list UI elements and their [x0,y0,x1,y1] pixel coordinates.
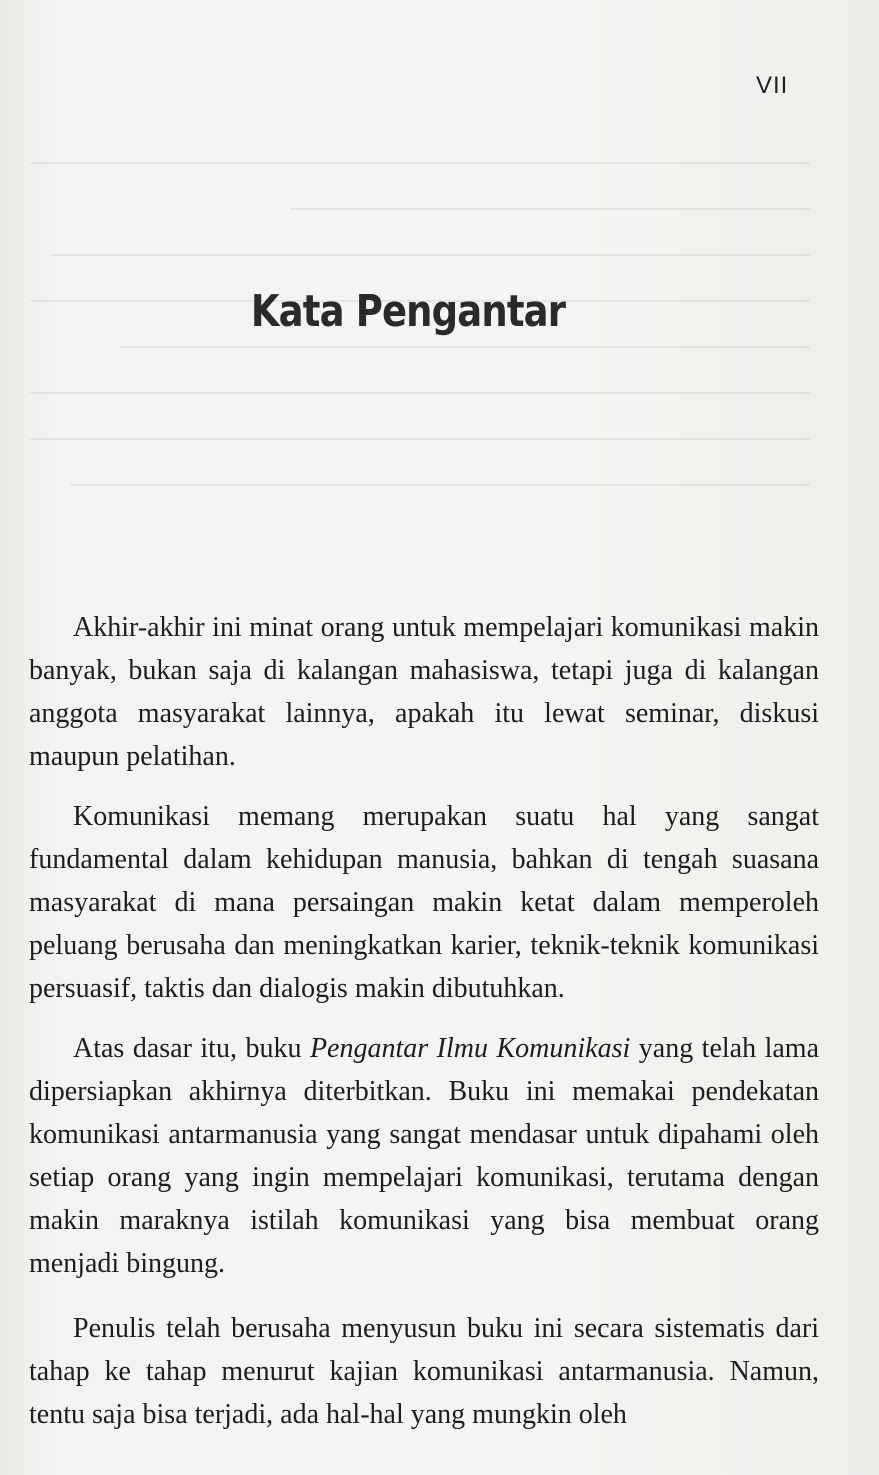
paragraph-3-before: Atas dasar itu, buku [73,1033,310,1064]
paragraph-1: Akhir-akhir ini minat orang untuk mempelajari komunikasi makin banyak, bukan saja di kalangan mahasiswa, tetapi juga di kalangan anggota masyarakat lainnya, apakah itu lewat seminar, diskusi maupun pelatihan. [29,612,819,772]
paragraph-4: Penulis telah berusaha menyusun buku ini secara sistematis dari tahap ke tahap menurut kajian komunikasi antarmanusia. Namun, tentu saja bisa terjadi, ada hal-hal yang mungkin oleh [29,1313,819,1430]
page-number: VII [756,72,789,99]
paragraph-3 [29,1027,819,1285]
book-title-italic: Pengantar Ilmu Komunikasi [309,1033,631,1064]
body-text [29,606,819,1453]
chapter-title: Kata Pengantar [250,286,566,337]
paragraph-3-after: yang telah lama dipersiapkan akhirnya diterbitkan. Buku ini memakai pendekatan komunikasi antarmanusia yang sangat mendasar untuk dipahami oleh setiap orang yang ingin mempelajari komunikasi, terutama dengan makin maraknya istilah komunikasi yang bisa membuat orang menjadi bingung. [29,1033,820,1279]
paragraph-2: Komunikasi memang merupakan suatu hal yang sangat fundamental dalam kehidupan manusia, bahkan di tengah suasana masyarakat di mana persaingan makin ketat dalam memperoleh peluang berusaha dan meningkatkan karier, teknik-teknik komunikasi persuasif, taktis dan dialogis makin dibutuhkan. [29,801,819,1004]
show-through-decoration [20,140,810,560]
